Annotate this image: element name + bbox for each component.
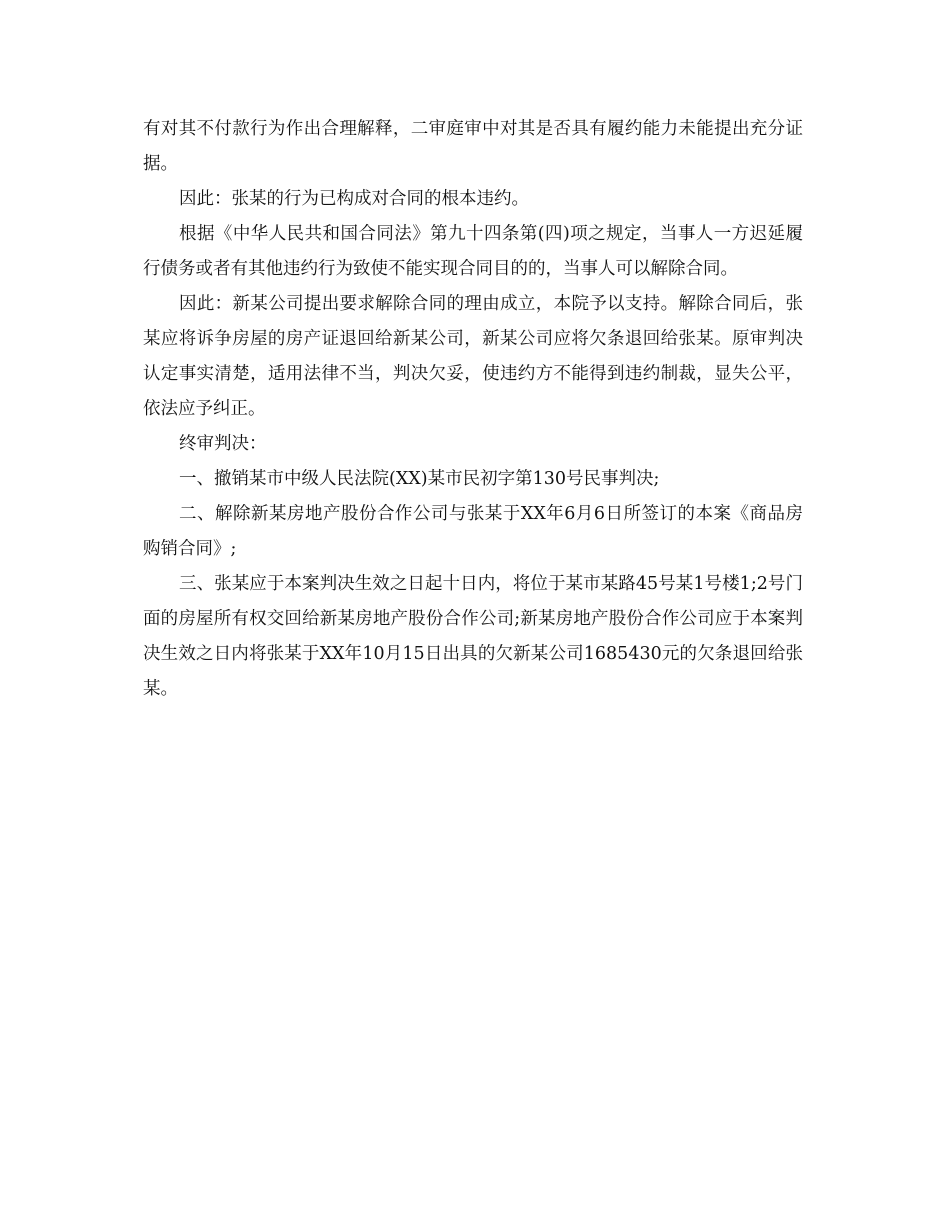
paragraph-continuation: 有对其不付款行为作出合理解释，二审庭审中对其是否具有履约能力未能提出充分证据。 — [143, 119, 803, 174]
paragraph-final-judgment-heading: 终审判决： — [179, 434, 267, 454]
judgment-item-2: 二、解除新某房地产股份合作公司与张某于XX年6月6日所签订的本案《商品房购销合同》; — [143, 504, 803, 559]
judgment-item-3: 三、张某应于本案判决生效之日起十日内，将位于某市某路45号某1号楼1;2号门面的房屋所有权交回给新某房地产股份合作公司;新某房地产股份合作公司应于本案判决生效之日内将张某于XX年10月15日出具的欠新某公司1685430元的欠条退回给张某。 — [143, 574, 803, 699]
document-body — [143, 112, 803, 707]
judgment-item-1: 一、撤销某市中级人民法院(XX)某市民初字第130号民事判决; — [179, 469, 660, 489]
paragraph-conclusion-breach: 因此：张某的行为已构成对合同的根本违约。 — [179, 189, 529, 209]
paragraph-conclusion-rescission: 因此：新某公司提出要求解除合同的理由成立，本院予以支持。解除合同后，张某应将诉争房屋的房产证退回给新某公司，新某公司应将欠条退回给张某。原审判决认定事实清楚，适用法律不当，判决欠妥，使违约方不能得到违约制裁，显失公平，依法应予纠正。 — [143, 294, 803, 419]
paragraph-legal-basis: 根据《中华人民共和国合同法》第九十四条第(四)项之规定，当事人一方迟延履行债务或者有其他违约行为致使不能实现合同目的的，当事人可以解除合同。 — [143, 224, 803, 279]
